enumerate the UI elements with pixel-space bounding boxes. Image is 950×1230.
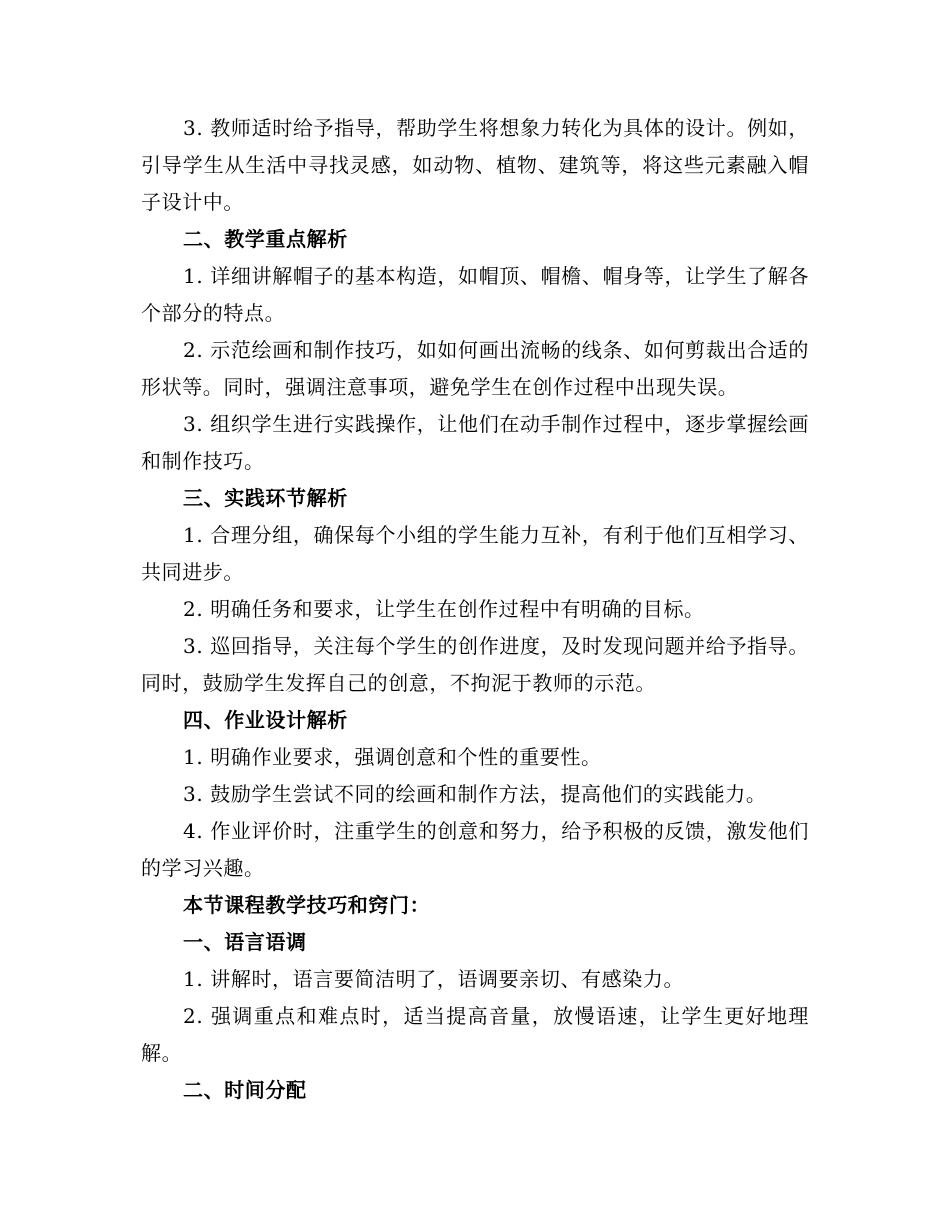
paragraph: 1. 明确作业要求，强调创意和个性的重要性。 bbox=[183, 745, 602, 769]
section-heading: 二、时间分配 bbox=[183, 1078, 307, 1102]
section-heading: 四、作业设计解析 bbox=[183, 708, 348, 732]
section-heading: 二、教学重点解析 bbox=[183, 227, 348, 251]
paragraph: 4. 作业评价时，注重学生的创意和努力，给予积极的反馈，激发他们的学习兴趣。 bbox=[141, 819, 809, 880]
paragraph: 3. 巡回指导，关注每个学生的创作进度，及时发现问题并给予指导。同时，鼓励学生发挥自己的创意，不拘泥于教师的示范。 bbox=[141, 634, 809, 695]
section-heading: 三、实践环节解析 bbox=[183, 486, 348, 510]
paragraph: 2. 强调重点和难点时，适当提高音量，放慢语速，让学生更好地理解。 bbox=[141, 1004, 809, 1065]
paragraph: 2. 明确任务和要求，让学生在创作过程中有明确的目标。 bbox=[183, 597, 705, 621]
paragraph: 3. 鼓励学生尝试不同的绘画和制作方法，提高他们的实践能力。 bbox=[183, 782, 767, 806]
section-heading: 一、语言语调 bbox=[183, 930, 307, 954]
paragraph: 2. 示范绘画和制作技巧，如如何画出流畅的线条、如何剪裁出合适的形状等。同时，强调注意事项，避免学生在创作过程中出现失误。 bbox=[141, 338, 809, 399]
paragraph: 3. 组织学生进行实践操作，让他们在动手制作过程中，逐步掌握绘画和制作技巧。 bbox=[141, 412, 809, 473]
paragraph: 3. 教师适时给予指导，帮助学生将想象力转化为具体的设计。例如，引导学生从生活中寻找灵感，如动物、植物、建筑等，将这些元素融入帽子设计中。 bbox=[141, 116, 809, 214]
document-body bbox=[141, 110, 809, 1109]
paragraph: 1. 合理分组，确保每个小组的学生能力互补，有利于他们互相学习、共同进步。 bbox=[141, 523, 809, 584]
section-heading: 本节课程教学技巧和窍门： bbox=[183, 893, 431, 917]
paragraph: 1. 讲解时，语言要简洁明了，语调要亲切、有感染力。 bbox=[183, 967, 685, 991]
paragraph: 1. 详细讲解帽子的基本构造，如帽顶、帽檐、帽身等，让学生了解各个部分的特点。 bbox=[141, 264, 809, 325]
